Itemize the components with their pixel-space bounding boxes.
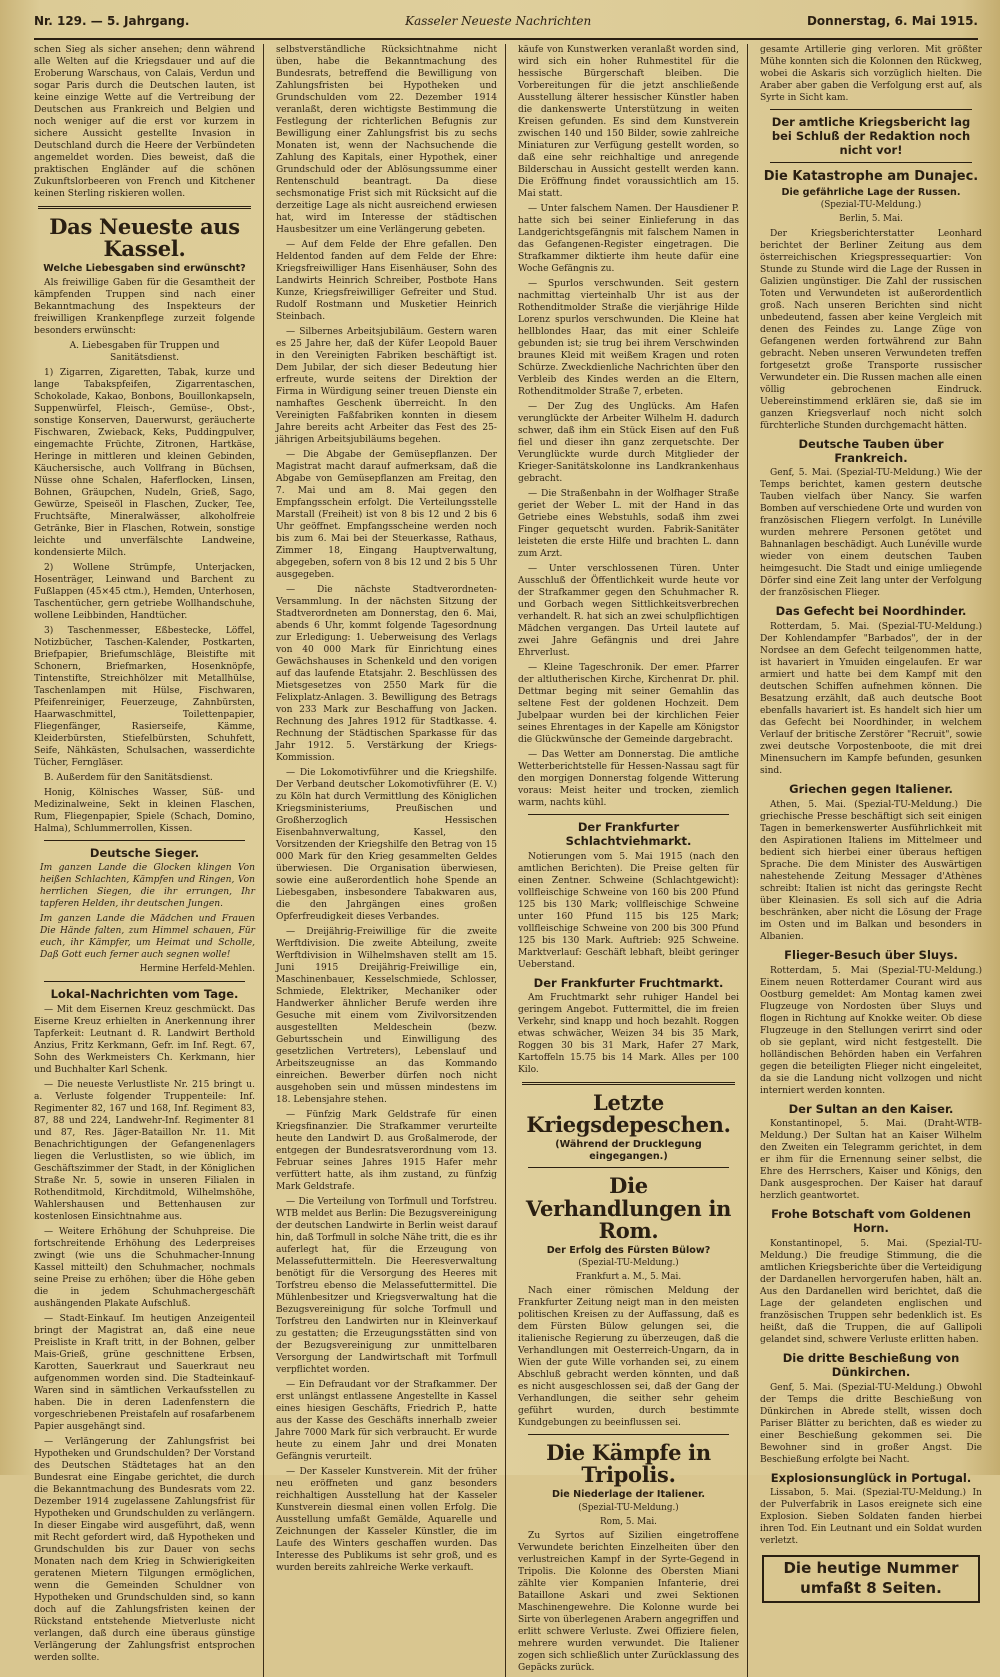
- list-heading: A. Liebesgaben für Truppen und Sanitätsdienst.: [69, 340, 220, 363]
- paragraph: — Unter falschem Namen. Der Hausdiener P. hatte sich bei seiner Einlieferung in das Landgerichtsgefängnis mit falschem Namen in das Gefangenen-Register eingetragen. Die Strafkammer diktierte ihm heute dafür eine Woche Gefängnis zu.: [518, 204, 739, 274]
- paragraph: Athen, 5. Mai. (Spezial-TU-Meldung.) Die griechische Presse beschäftigt sich seit einigen Tagen in bemerkenswerter Ausführlichkeit mit den Aspirationen Italiens im Mittelmeer und bedient sich hierbei einer überaus heftigen Sprache. Die dem Minister des Auswärtigen nahestehende Zeitung Messager d'Athènes schreibt: Italien ist nicht das geringste Recht über Kleinasien. Es soll sich auf die Adria beschränken, aber nicht die Lösung der Frage im Osten und im Balkan und besonders in Albanien.: [760, 799, 982, 942]
- paragraph: — Das Wetter am Donnerstag. Die amtliche Wetterberichtstelle für Hessen-Nassau sagt für den morgigen Donnerstag folgende Witterung voraus: Meist heiter und trocken, ziemlich warm, nachts kühl.: [518, 750, 739, 808]
- market-heading: Der Frankfurter Fruchtmarkt.: [533, 975, 724, 990]
- section-subheading: (Während der Drucklegung eingegangen.): [555, 1139, 702, 1162]
- paragraph: Honig, Kölnisches Wasser, Süß- und Medizinalweine, Sekt in kleinen Flaschen, Rum, Fliegenpapier, Spiele (Schach, Domino, Halma), Schlummerrollen, Kissen.: [34, 787, 255, 834]
- paragraph: gesamte Artillerie ging verloren. Mit größter Mühe konnten sich die Kolonnen den Rückweg, wobei die Askaris sich vorzüglich hielten. Die Araber aber gaben die Verfolgung erst auf, als Syrte in Sicht kam.: [760, 45, 982, 103]
- headline: Griechen gegen Italiener.: [789, 782, 953, 797]
- paragraph: — Kleine Tageschronik. Der emer. Pfarrer der altlutherischen Kirche, Kirchenrat Dr. phil. Dettmar beging mit seiner Gemahlin das seltene Fest der goldenen Hochzeit. Dem Jubelpaar wurden bei der kirchlichen Feier seines Ehrentages in der Kapelle am Königstor die Glückwünsche der Gemeinde dargebracht.: [518, 663, 739, 745]
- paragraph: — Auf dem Felde der Ehre gefallen. Den Heldentod fanden auf dem Felde der Ehre: Kriegsfreiwilliger Hans Eisenhäuser, Sohn des Landwirts Heinrich Schreiber, Postbote Hans Kunze, Kriegsfreiwilliger Gefreiter und Stud. Rudolf Rostmann und Musketier Heinrich Steinbach.: [276, 240, 497, 322]
- paragraph: — Die Verteilung von Torfmull und Torfstreu. WTB meldet aus Berlin: Die Bezugsvereinigung der deutschen Landwirte in Berlin weist darauf hin, daß Torfmull in solche Nähe tritt, die es ihr auferlegt hat, für die Erzeugung von Melassefuttermitteln. Die Heeresverwaltung benötigt für die Versorgung des Heeres mit Torfstreu ebenso die Melassefuttermittel. Die Mühlenbesitzer und Kriegsverwaltung hat die Bezugsvereinigung für solche Torfmull und Torfstreu den Landwirten nur in Kleinverkauf zu gestatten; die Erzeugungsstätten sind von der Bezugsvereinigung zur unmittelbaren Versorgung der Landwirtschaft mit Torfmull verpflichtet worden.: [276, 1197, 497, 1375]
- headline: Die Kämpfe in Tripolis.: [546, 1440, 711, 1488]
- subheadline: Der Erfolg des Fürsten Bülow?: [546, 1244, 711, 1256]
- paragraph: — Weitere Erhöhung der Schuhpreise. Die fortschreitende Erhöhung des Lederpreises zwingt (wie uns die Schuhmacher-Innung Kassel mitteilt) den Schuhmacher, nochmals seine Preise zu erhöhen; über die Höhe geben die in jedem Schuhmachergeschäft aushängenden Plakate Aufschluß.: [34, 1226, 255, 1309]
- paragraph: selbstverständliche Rücksichtnahme nicht üben, habe die Bekanntmachung des Bundesrats, betreffend die Bewilligung von Zahlungsfristen bei Hypotheken und Grundschulden vom 22. Dezember 1914 veranlaßt, deren wichtigste Bestimmung die Festlegung der richterlichen Befugnis zur Bewilligung einer Zahlungsfrist bis zu sechs Monaten ist, wenn der Nachsuchende die Zahlung des Kapitals, einer Hypothek, einer Grundschuld oder der Ablösungssumme einer Rentenschuld beantragt. Da diese sechsmonatige Frist sich mit Rücksicht auf die derzeitige Lage als nicht ausreichend erwiesen hat, wird im Interesse der städtischen Hausbesitzer um eine Verlängerung gebeten.: [276, 45, 497, 235]
- article-heading: Welche Liebesgaben sind erwünscht?: [43, 263, 246, 275]
- paragraph: käufe von Kunstwerken veranlaßt worden sind, wird sich ein hoher Ruhmestitel für die hessische Bürgerschaft bleiben. Die Vorbereitungen für die jetzt anschließende Ausstellung älterer hessischer Künstler haben die dankenswerte Unterstützung in weiten Kreisen gefunden. Es sind dem Kunstverein zwischen 140 und 150 Bilder, sowie zahlreiche Miniaturen zur Verfügung gestellt worden, so daß eine sehr reichhaltige und anregende Bilderschau in Aussicht gestellt werden kann. Die Eröffnung findet voraussichtlich am 15. Mai statt.: [518, 45, 739, 199]
- paragraph: 3) Taschenmesser, Eßbestecke, Löffel, Notizbücher, Taschen-Kalender, Postkarten, Briefpapier, Briefumschläge, Bleistifte mit Schonern, Briefmarken, Hosenknöpfe, Tintenstifte, Streichhölzer mit Metallhülse, Taschenlampen mit Hülse, Fischwaren, Pfeifenreiniger, Feuerzeuge, Zahnbürsten, Haarwaschmittel, Toilettenpapier, Fliegenfänger, Rasierseife, Kämme, Kleiderbürsten, Stiefelbürsten, Schuhfett, Seife, Nähkästen, Schulsachen, wasserdichte Tücher, Ferngläser.: [34, 625, 255, 768]
- paragraph: Lissabon, 5. Mai. (Spezial-TU-Meldung.) In der Pulverfabrik in Lasos ereignete sich eine Explosion. Sieben Soldaten fanden hierbei ihren Tod. Ein Leutnant und ein Soldat wurden verletzt.: [760, 1488, 982, 1547]
- paragraph: — Dreijährig-Freiwillige für die zweite Werftdivision. Die zweite Abteilung, zweite Werftdivision in Wilhelmshaven stellt am 15. Juni 1915 Dreijährig-Freiwillige ein, Maschinenbauer, Kesselschmiede, Schlosser, Schmiede, Elektriker, Mechaniker oder Handwerker ähnlicher Berufe werden ihre Gesuche mit einem vom Zivilvorsitzenden ausgestellten Meldeschein (bezw. Geburtsschein und Einwilligung des gesetzlichen Vertreters), Lebenslauf und Arbeitszeugnisse an das Kommando einreichen. Bewerber dürfen noch nicht ausgehoben sein und müssen mindestens im 18. Lebensjahre stehen.: [276, 927, 497, 1105]
- poem-stanza: Im ganzen Lande die Mädchen und Frauen Die Hände falten, zum Himmel schauen, Für euch, ihr Kämpfer, um Heimat und Scholle, Daß Gott euch ferner auch segnen wolle!: [40, 914, 255, 961]
- dateline: Frankfurt a. M., 5. Mai.: [575, 1271, 682, 1282]
- divider: [44, 840, 245, 841]
- paragraph: Zu Syrtos auf Sizilien eingetroffene Verwundete berichten Einzelheiten über den verlustreichen Kampf in der Syrte-Gegend in Tripolis. Die Kolonne des Obersten Miani zählte vier Kompanien Infanterie, drei Bataillone Askari und zwei Sektionen Maschinengewehre. Die Kolonne wurde bei Sirte von überlegenen Arabern angegriffen und erlitt schwere Verluste. Zwei Offiziere fielen, mehrere wurden verwundet. Die Italiener zogen sich schließlich unter Zurücklassung des Gepäcks zurück.: [518, 1531, 739, 1674]
- paragraph: Der Kriegsberichterstatter Leonhard berichtet der Berliner Zeitung aus dem österreichischen Kriegspressequartier: Von Stunde zu Stunde wird die Lage der Russen in Galizien ungünstiger. Die Zahl der russischen Toten und Verwundeten ist außerordentlich groß. Nach unseren Berichten sind nicht unbedeutend, fassen aber keine Vergleich mit denen des Feindes zu. Lange Züge von Gefangenen werden fortwährend zur Bahn gebracht. Neben unseren Verwundeten treffen fortgesetzt große Transporte russischer Verwundeter ein. Die Russen machen alle einen völlig gebrochenen Eindruck. Uebereinstimmend erklären sie, daß sie im ganzen Kriegsverlauf noch nicht solch fürchterliche Stunden durchgemacht hätten.: [760, 228, 982, 431]
- divider: [38, 206, 251, 209]
- column-1: [34, 44, 264, 1677]
- columns: [34, 44, 982, 1674]
- paragraph: — Unter verschlossenen Türen. Unter Ausschluß der Öffentlichkeit wurde heute vor der Strafkammer gegen den Schuhmacher R. und Gorbach wegen Sittlichkeitsverbrechen verhandelt. R. hat sich an zwei schulpflichtigen Mädchen vergangen. Das Urteil lautete auf zwei Jahre Gefängnis und drei Jahre Ehrverlust.: [518, 564, 739, 658]
- page-count-notice: Die heutige Nummer umfaßt 8 Seiten.: [762, 1555, 980, 1603]
- issue-number: Nr. 129. — 5. Jahrgang.: [34, 14, 190, 28]
- divider: [44, 981, 245, 982]
- paragraph: — Die nächste Stadtverordneten-Versammlung. In der nächsten Sitzung der Stadtverordneten am Donnerstag, den 6. Mai, abends 6 Uhr, kommt folgende Tagesordnung zur Erledigung: 1. Ueberweisung des Verlags von 40 000 Mark für Einrichtung eines Gewächshauses in Schenkeld und den vorigen auf das laufende Etatsjahr. 2. Beschlüssen des Mietsgesetzes von 2550 Mark für die Felixplatz-Anlagen. 3. Bewilligung des Betrags von 233 Mark zur Beschaffung von Jacken. Rechnung des Jahres 1912 für Stadtkasse. 4. Rechnung der Städtischen Sparkasse für das Jahr 1912. 5. Verstärkung der Kriegs-Kommission.: [276, 585, 497, 763]
- paragraph: Rotterdam, 5. Mai (Spezial-TU-Meldung.) Einem neuen Rotterdamer Courant wird aus Oostburg gemeldet: Am Montag kamen zwei Flugzeuge von Nordosten über Sluys und flogen in Richtung auf Knokke weiter. Ob diese Flugzeuge in den Stellungen verirrt sind oder ob sie geplant, wird nicht festgestellt. Die holländischen Behörden haben ein Verfahren gegen die beteiligten Flieger nicht eingeleitet, da sie die Landung nicht vollzogen und nicht interniert werden konnten.: [760, 965, 982, 1096]
- headline: Die dritte Beschießung von Dünkirchen.: [782, 1351, 960, 1379]
- paragraph: Rotterdam, 5. Mai. (Spezial-TU-Meldung.) Der Kohlendampfer "Barbados", der in der Nordsee an dem Gefecht teilgenommen hatte, ist havariert in Ymuiden eingelaufen. Er war armiert und hatte bei dem Kampf mit den deutschen Schiffen aufnehmen können. Die Besatzung erzählt, daß auch deutsche Boot ebenfalls havariert ist. Es handelt sich hier um das Gefecht bei Noordhinder, in welchem Verlauf der britische Zerstörer "Recruit", sowie zwei deutsche Vorpostenboote, die mit drei Minensuchern im Kampfe befunden, gesunken sind.: [760, 622, 982, 777]
- paragraph: — Verlängerung der Zahlungsfrist bei Hypotheken und Grundschulden? Der Vorstand des Deutschen Städtetages hat an den Bundesrat eine Eingabe gerichtet, die durch die Bekanntmachung des Bundesrats vom 22. Dezember 1914 zugelassene Zahlungsfrist für Hypotheken und Grundschulden zu verlängern. In dieser Eingabe wird ausgeführt, daß, wenn mit Recht gefordert wird, daß Hypotheken und Grundschulden bis zur Dauer von sechs Monaten nach dem Krieg in Schwierigkeiten geratenen Mietern Tilgungen ermöglichen, wenn die Gemeinden Schuldner von Hypotheken und Grundschulden sind, so kann doch auf die Zahlungsfristen keinen der Rückstand entstehende Mietverluste nicht verlangen, daß durch eine überaus günstige Verlängerung der Zahlungsfrist entsprochen werden sollte.: [34, 1436, 255, 1663]
- paragraph: Am Fruchtmarkt sehr ruhiger Handel bei geringem Angebot. Futtermittel, die im freien Verkehr, sind knapp und hoch bezahlt. Roggen etwas schwächer, Weizen 34 bis 35 Mark, Roggen 30 bis 31 Mark, Hafer 27 Mark, Kartoffeln 15.75 bis 14 Mark. Alles per 100 Kilo.: [518, 993, 739, 1076]
- headline: Die Katastrophe am Dunajec.: [763, 169, 979, 185]
- notice-heading: Der amtliche Kriegsbericht lag bei Schluß der Redaktion noch nicht vor!: [771, 115, 971, 157]
- article-continuation: schen Sieg als sicher ansehen; denn während alle Welten auf die Kriegsdauer und auf die Eroberung Warschaus, von Calais, Verdun und sogar Paris durch die Deutschen lauten, ist keine einzige Wette auf die Vertreibung der Deutschen aus Frankreich und Belgien und noch weniger auf die erst vor kurzem in sichere Aussicht gestellte Invasion in Deutschland durch die Heere der Verbündeten angemeldet worden. Dies beweist, daß die praktischen Engländer auf die schönen Zukunftslorbeeren von French und Kitchener keinen Sterling riskieren wollen.: [34, 45, 255, 199]
- paragraph: — Mit dem Eisernen Kreuz geschmückt. Das Eiserne Kreuz erhielten in Anerkennung ihrer Tapferkeit: Leutnant d. R. Landwirt Berthold Anzius, Fritz Kerkmann, Gefr. im Inf. Regt. 67, Sohn des Werkmeisters Ch. Kerkmann, hier und Buchhalter Karl Schenk.: [34, 1004, 255, 1075]
- issue-date: Donnerstag, 6. Mai 1915.: [806, 14, 978, 28]
- dateline: Rom, 5. Mai.: [600, 1516, 657, 1527]
- masthead: [34, 14, 978, 40]
- column-2: [276, 44, 506, 1677]
- subheadline: Die gefährliche Lage der Russen.: [781, 186, 961, 198]
- dateline: (Spezial-TU-Meldung.): [820, 200, 922, 211]
- market-heading: Der Frankfurter Schlachtviehmarkt.: [565, 820, 692, 848]
- paragraph: — Die Straßenbahn in der Wolfhager Straße geriet der Weber L. mit der Hand in das Getriebe eines Webstuhls, sodaß ihm zwei Finger gequetscht wurden. Fabrik-Sanitäter leisteten die erste Hilfe und brachten L. dann zum Arzt.: [518, 489, 739, 559]
- paragraph: 2) Wollene Strümpfe, Unterjacken, Hosenträger, Leinwand und Barchent zu Fußlappen (45×45 ctm.), Hemden, Unterhosen, Taschentücher, gern getriebe Wollhandschuhe, wollene Leibbinden, Handtücher.: [34, 562, 255, 621]
- divider: [528, 1167, 729, 1168]
- paragraph: — Die neueste Verlustliste Nr. 215 bringt u. a. Verluste folgender Truppenteile: Inf. Regimenter 82, 167 und 168, Inf. Regiment 83, 87, 88 und 224, Landwehr-Inf. Regimenter 81 und 87, Res. Jäger-Bataillon Nr. 11. Mit Benachrichtigungen der Gefangenenlagers liegen die Verlustlisten, so wie üblich, im Geschäftszimmer der Stadt, in der Königlichen Straße Nr. 5, sowie in unseren Filialen in Rothenditmold, Kirchditmold, Wilhelmshöhe, Wahlershausen und Bettenhausen zur kostenlosen Einsichtnahme aus.: [34, 1079, 255, 1222]
- section-heading: Letzte Kriegsdepeschen.: [526, 1090, 731, 1138]
- list-heading: B. Außerdem für den Sanitätsdienst.: [44, 772, 213, 783]
- divider: [522, 1082, 735, 1085]
- paragraph: — Der Kasseler Kunstverein. Mit der früher neu eröffneten und ganz besonders reichhaltigen Ausstellung hat der Kasseler Kunstverein diesmal einen vollen Erfolg. Die Ausstellung umfaßt Gemälde, Aquarelle und Zeichnungen der Kasseler Künstler, die im Laufe des Winters geschaffen wurden. Das Interesse des Publikums ist sehr groß, und es wurden bereits zahlreiche Werke verkauft.: [276, 1467, 497, 1573]
- divider: [770, 109, 972, 110]
- headline: Deutsche Tauben über Frankreich.: [798, 436, 944, 465]
- paragraph: Nach einer römischen Meldung der Frankfurter Zeitung neigt man in den meisten politischen Kreisen zu der Auffassung, daß es dem Fürsten Bülow gelungen sei, die italienische Regierung zu überzeugen, daß die Verhandlungen mit Oesterreich-Ungarn, da in Wien der gute Wille vorhanden sei, zu einem Abschluß gebracht werden könnten, und daß es nicht ausgeschlossen sei, daß der Gang der Verhandlungen, die seither sehr geheim geführt wurden, durch bestimmte Kundgebungen zu beeinflussen sei.: [518, 1286, 739, 1429]
- paragraph: Notierungen vom 5. Mai 1915 (nach den amtlichen Berichten). Die Preise gelten für einen Zentner. Schweine (Schlachtgewicht): vollfleischige Schweine von 160 bis 200 Pfund 125 bis 130 Mark; vollfleischige Schweine unter 160 Pfund 115 bis 125 Mark; vollfleischige Schweine von 200 bis 300 Pfund 125 bis 130 Mark. Auftrieb: 925 Schweine. Marktverlauf: Geschäft lebhaft, bleibt geringer Ueberstand.: [518, 851, 739, 970]
- paragraph: Als freiwillige Gaben für die Gesamtheit der kämpfenden Truppen sind nach einer Bekanntmachung des Inspekteurs der freiwilligen Krankenpflege zurzeit folgende besonders erwünscht:: [34, 277, 255, 336]
- paragraph: — Fünfzig Mark Geldstrafe für einen Kriegsfinanzier. Die Strafkammer verurteilte heute den Landwirt D. aus Großalmerode, der entgegen der Bundesratsverordnung vom 13. Februar seines Jahres 1915 Hafer mehr verfüttert hatte, als ihm zustand, zu fünfzig Mark Geldstrafe.: [276, 1110, 497, 1192]
- column-3: [518, 44, 748, 1677]
- paragraph: — Spurlos verschwunden. Seit gestern nachmittag vierteinhalb Uhr ist aus der Rothenditmolder Straße die vierjährige Hilde Lorenz spurlos verschwunden. Die Kleine hat hellblondes Haar, das mit einer Schleife gebunden ist; sie trug bei ihrem Verschwinden braunes Kleid mit weißem Kragen und roten Schürze. Zweckdienliche Nachrichten über den Verbleib des Kindes werden an die Eltern, Rothenditmolder Straße 7, erbeten.: [518, 279, 739, 397]
- divider: [528, 1434, 729, 1435]
- headline: Das Gefecht bei Noordhinder.: [775, 604, 967, 619]
- headline: Die Verhandlungen in Rom.: [525, 1173, 732, 1243]
- paper-name: Kasseler Neueste Nachrichten: [405, 14, 592, 28]
- headline: Frohe Botschaft vom Goldenen Horn.: [771, 1207, 971, 1236]
- subheadline: Die Niederlage der Italiener.: [551, 1489, 705, 1501]
- poem-title: Deutsche Sieger.: [89, 845, 200, 860]
- paragraph: 1) Zigarren, Zigaretten, Tabak, kurze und lange Tabakspfeifen, Zigarrentaschen, Schokolade, Kakao, Bonbons, Bouillonkapseln, Suppenwürfel, Fleisch-, Gemüse-, Obst-, sonstige Konserven, Dauerwurst, geräucherte Fischwaren, Zwieback, Keks, Puddingpulver, eingemachte Früchte, Zitronen, Hartkäse, Heringe in mittleren und kleinen Gebinden, Käuchersische, auch Vollfrang in Büchsen, Nüsse ohne Schalen, Haferflocken, Linsen, Bohnen, Gräupchen, Nudeln, Grieß, Sago, Gewürze, Speiseöl in Flaschen, Zucker, Tee, Fruchtsäfte, Mineralwässer, alkoholfreie Getränke, Bier in Flaschen, Rotwein, sonstige leichte und unverfälschte Landweine, kondensierte Milch.: [34, 367, 255, 558]
- headline: Explosionsunglück in Portugal.: [770, 1470, 972, 1485]
- paragraph: — Silbernes Arbeitsjubiläum. Gestern waren es 25 Jahre her, daß der Küfer Leopold Bauer in den Vereinigten Fabriken beschäftigt ist. Dem Jubilar, der sich dieser Bedeutung hier erfreute, wurde seitens der Direktion der Firma in Würdigung seiner treuen Dienste ein namhaftes Geschenk überreicht. In den Vereinigten Faßfabriken konnten in diesem Jahre bereits acht Arbeiter das Fest des 25-jährigen Arbeitsjubiläums begehen.: [276, 327, 497, 445]
- poem-stanza: Im ganzen Lande die Glocken klingen Von heißen Schlachten, Kämpfen und Ringen, Von herrlichen Siegen, die ihr errungen, Ihr tapferen Helden, ihr deutschen Jungen.: [40, 863, 255, 910]
- dateline: (Spezial-TU-Meldung.): [578, 1258, 679, 1269]
- dateline: Berlin, 5. Mai.: [839, 214, 903, 225]
- divider: [770, 162, 972, 163]
- poem-author: Hermine Herfeld-Mehlen.: [139, 964, 255, 975]
- dateline: (Spezial-TU-Meldung.): [578, 1502, 679, 1513]
- local-news-heading: Lokal-Nachrichten vom Tage.: [50, 987, 239, 1001]
- paragraph: — Die Lokomotivführer und die Kriegshilfe. Der Verband deutscher Lokomotivführer (E. V.) zu Köln hat durch Vermittlung des Königlichen Kriegsministeriums, Preußischen und Großherzoglich Hessischen Eisenbahnverwaltung, Kassel, den Vorsitzenden der Kriegshilfe den Betrag von 15 000 Mark für den Krieg gesammelten Geldes überwiesen. Die Organisation überwiesen, sowie eine außerordentlich hohe Spende an Liebesgaben, insbesondere Tabakwaren aus, die den Jahrgängen eines großen Opferfreudigkeit dieses Verbandes.: [276, 768, 497, 922]
- headline: Flieger-Besuch über Sluys.: [784, 947, 958, 962]
- paragraph: Genf, 5. Mai. (Spezial-TU-Meldung.) Obwohl der Temps die dritte Beschießung von Dünkirchen in Abrede stellt, wissen doch Pariser Blätter zu berichten, daß es wieder zu einer Beschießung gekommen sei. Die Bewohner sind in großer Angst. Die Beschießung erfolgte bei Nacht.: [760, 1382, 982, 1465]
- paragraph: — Stadt-Einkauf. Im heutigen Anzeigenteil bringt der Magistrat an, daß eine neue Preisliste in Kraft tritt, in der Bohnen, gelber Mais-Grieß, grüne geschnittene Erbsen, Karotten, Sauerkraut und Sauerkraut neu aufgenommen worden sind. Die Stadteinkauf-Waren sind in sämtlichen Verkaufsstellen zu haben. Die in deren Ladenfenstern die vorgeschriebenen Preistafeln auf rosafarbenem Papier ausgehängt sind.: [34, 1313, 255, 1432]
- column-4: [760, 44, 990, 1677]
- paragraph: Konstantinopel, 5. Mai. (Draht-WTB-Meldung.) Der Sultan hat an Kaiser Wilhelm den Zweiten ein Telegramm gerichtet, in dem er ihm für die Ernennung seiner selbst, die Ehre des Herrschers, Kaiser und Königs, den Dank ausgesprochen. Der Kaiser hat darauf herzlich geantwortet.: [760, 1119, 982, 1202]
- paragraph: Konstantinopel, 5. Mai. (Spezial-TU-Meldung.) Die freudige Stimmung, die die amtlichen Kriegsberichte über die Verteidigung der Dardanellen hervorgerufen haben, hält an. Aus den Dardanellen wird berichtet, daß die Lage der gelandeten englischen und französischen Truppen sehr bedenklich ist. Es heißt, daß die Truppen, die auf Gallipoli gelandet sind, schwere Verluste erlitten haben.: [760, 1239, 982, 1346]
- paragraph: — Die Abgabe der Gemüsepflanzen. Der Magistrat macht darauf aufmerksam, daß die Abgabe von Gemüsepflanzen am Freitag, den 7. Mai und am 8. Mai gegen den Empfangsschein erfolgt. Die Verteilungsstelle Marstall (Freiheit) ist von 8 bis 12 und 2 bis 6 Uhr geöffnet. Empfangsscheine werden noch bis zum 6. Mai bei der Steuerkasse, Rathaus, Zimmer 18, Eingang Hauptverwaltung, abgegeben, sofern von 8 bis 12 und 2 bis 5 Uhr ausgegeben.: [276, 450, 497, 580]
- headline: Der Sultan an den Kaiser.: [788, 1101, 954, 1116]
- section-heading: Das Neueste aus Kassel.: [49, 214, 240, 262]
- paragraph: Genf, 5. Mai. (Spezial-TU-Meldung.) Wie der Temps berichtet, kamen gestern deutsche Tauben vielfach über Nancy. Sie warfen Bomben auf verschiedene Orte und wurden von französischen Fliegern verfolgt. In Lunéville wurden mehrere Personen getötet und Bahnanlagen beschädigt. Auch Lunéville wurde wieder von einem deutschen Tauben heimgesucht. Die Stadt und einige umliegende Dörfer sind eine Zeit lang unter der Verfolgung der französischen Flieger.: [760, 468, 982, 599]
- divider: [528, 814, 729, 815]
- paragraph: — Der Zug des Unglücks. Am Hafen verunglückte der Arbeiter Wilhelm H. dadurch schwer, daß ihm ein Stück Eisen auf den Fuß fiel und dieser ihn ganz zerquetschte. Der Verunglückte wurde durch Mitglieder der Krieger-Sanitätskolonne ins Landkrankenhaus gebracht.: [518, 402, 739, 484]
- paragraph: — Ein Defraudant vor der Strafkammer. Der erst unlängst entlassene Angestellte in Kassel eines hiesigen Geschäfts, Friedrich P., hatte aus der Kasse des Geschäfts innerhalb zweier Jahre 7000 Mark für sich verbraucht. Er wurde heute zu einem Jahr und drei Monaten Gefängnis verurteilt.: [276, 1380, 497, 1462]
